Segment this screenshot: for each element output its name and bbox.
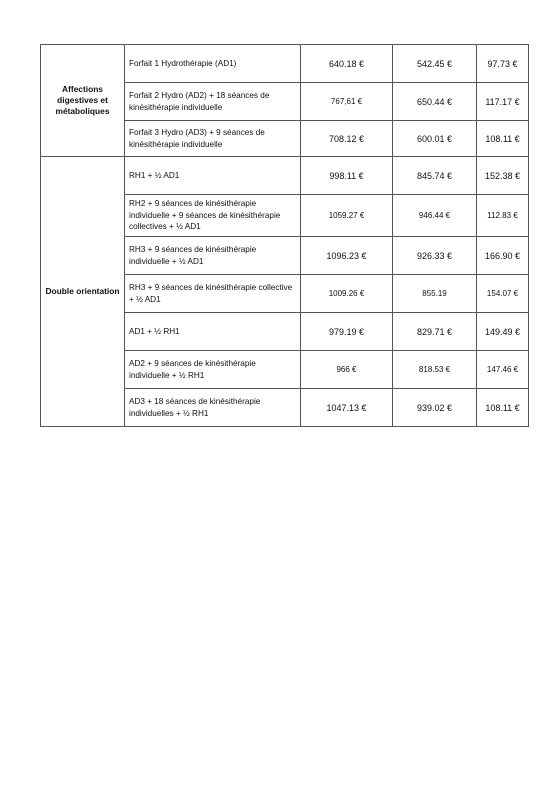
- category-cell-double-orientation: Double orientation: [41, 157, 125, 427]
- package-label: Forfait 2 Hydro (AD2) + 18 séances de kinésithérapie individuelle: [125, 83, 301, 121]
- package-label: Forfait 3 Hydro (AD3) + 9 séances de kinésithérapie individuelle: [125, 121, 301, 157]
- package-label: AD2 + 9 séances de kinésithérapie individuelle + ½ RH1: [125, 351, 301, 389]
- price-cell: 1059.27 €: [301, 195, 393, 237]
- price-cell: 998.11 €: [301, 157, 393, 195]
- price-cell: 650.44 €: [393, 83, 477, 121]
- price-cell: 97.73 €: [477, 45, 529, 83]
- price-cell: 152.38 €: [477, 157, 529, 195]
- price-cell: 108.11 €: [477, 389, 529, 427]
- price-cell: 966 €: [301, 351, 393, 389]
- price-cell: 542.45 €: [393, 45, 477, 83]
- package-label: RH1 + ½ AD1: [125, 157, 301, 195]
- category-cell-digestive: Affections digestives et métaboliques: [41, 45, 125, 157]
- price-cell: 708.12 €: [301, 121, 393, 157]
- price-cell: 117.17 €: [477, 83, 529, 121]
- price-cell: 818.53 €: [393, 351, 477, 389]
- package-label: Forfait 1 Hydrothérapie (AD1): [125, 45, 301, 83]
- price-cell: 946.44 €: [393, 195, 477, 237]
- tariff-table: [40, 44, 529, 427]
- price-cell: 829.71 €: [393, 313, 477, 351]
- price-cell: 855.19: [393, 275, 477, 313]
- package-label: RH2 + 9 séances de kinésithérapie individuelle + 9 séances de kinésithérapie collectives + ½ AD1: [125, 195, 301, 237]
- package-label: RH3 + 9 séances de kinésithérapie collective + ½ AD1: [125, 275, 301, 313]
- price-cell: 154.07 €: [477, 275, 529, 313]
- price-cell: 600.01 €: [393, 121, 477, 157]
- price-cell: 926.33 €: [393, 237, 477, 275]
- package-label: AD3 + 18 séances de kinésithérapie individuelles + ½ RH1: [125, 389, 301, 427]
- price-cell: 108.11 €: [477, 121, 529, 157]
- package-label: AD1 + ½ RH1: [125, 313, 301, 351]
- price-cell: 640.18 €: [301, 45, 393, 83]
- table-row: [41, 157, 529, 195]
- price-cell: 149.49 €: [477, 313, 529, 351]
- price-cell: 767,61 €: [301, 83, 393, 121]
- price-cell: 112.83 €: [477, 195, 529, 237]
- price-cell: 166.90 €: [477, 237, 529, 275]
- package-label: RH3 + 9 séances de kinésithérapie individuelle + ½ AD1: [125, 237, 301, 275]
- price-cell: 147.46 €: [477, 351, 529, 389]
- table-row: [41, 45, 529, 83]
- price-cell: 979.19 €: [301, 313, 393, 351]
- price-cell: 939.02 €: [393, 389, 477, 427]
- price-cell: 1047.13 €: [301, 389, 393, 427]
- price-cell: 845.74 €: [393, 157, 477, 195]
- price-cell: 1009.26 €: [301, 275, 393, 313]
- price-cell: 1096.23 €: [301, 237, 393, 275]
